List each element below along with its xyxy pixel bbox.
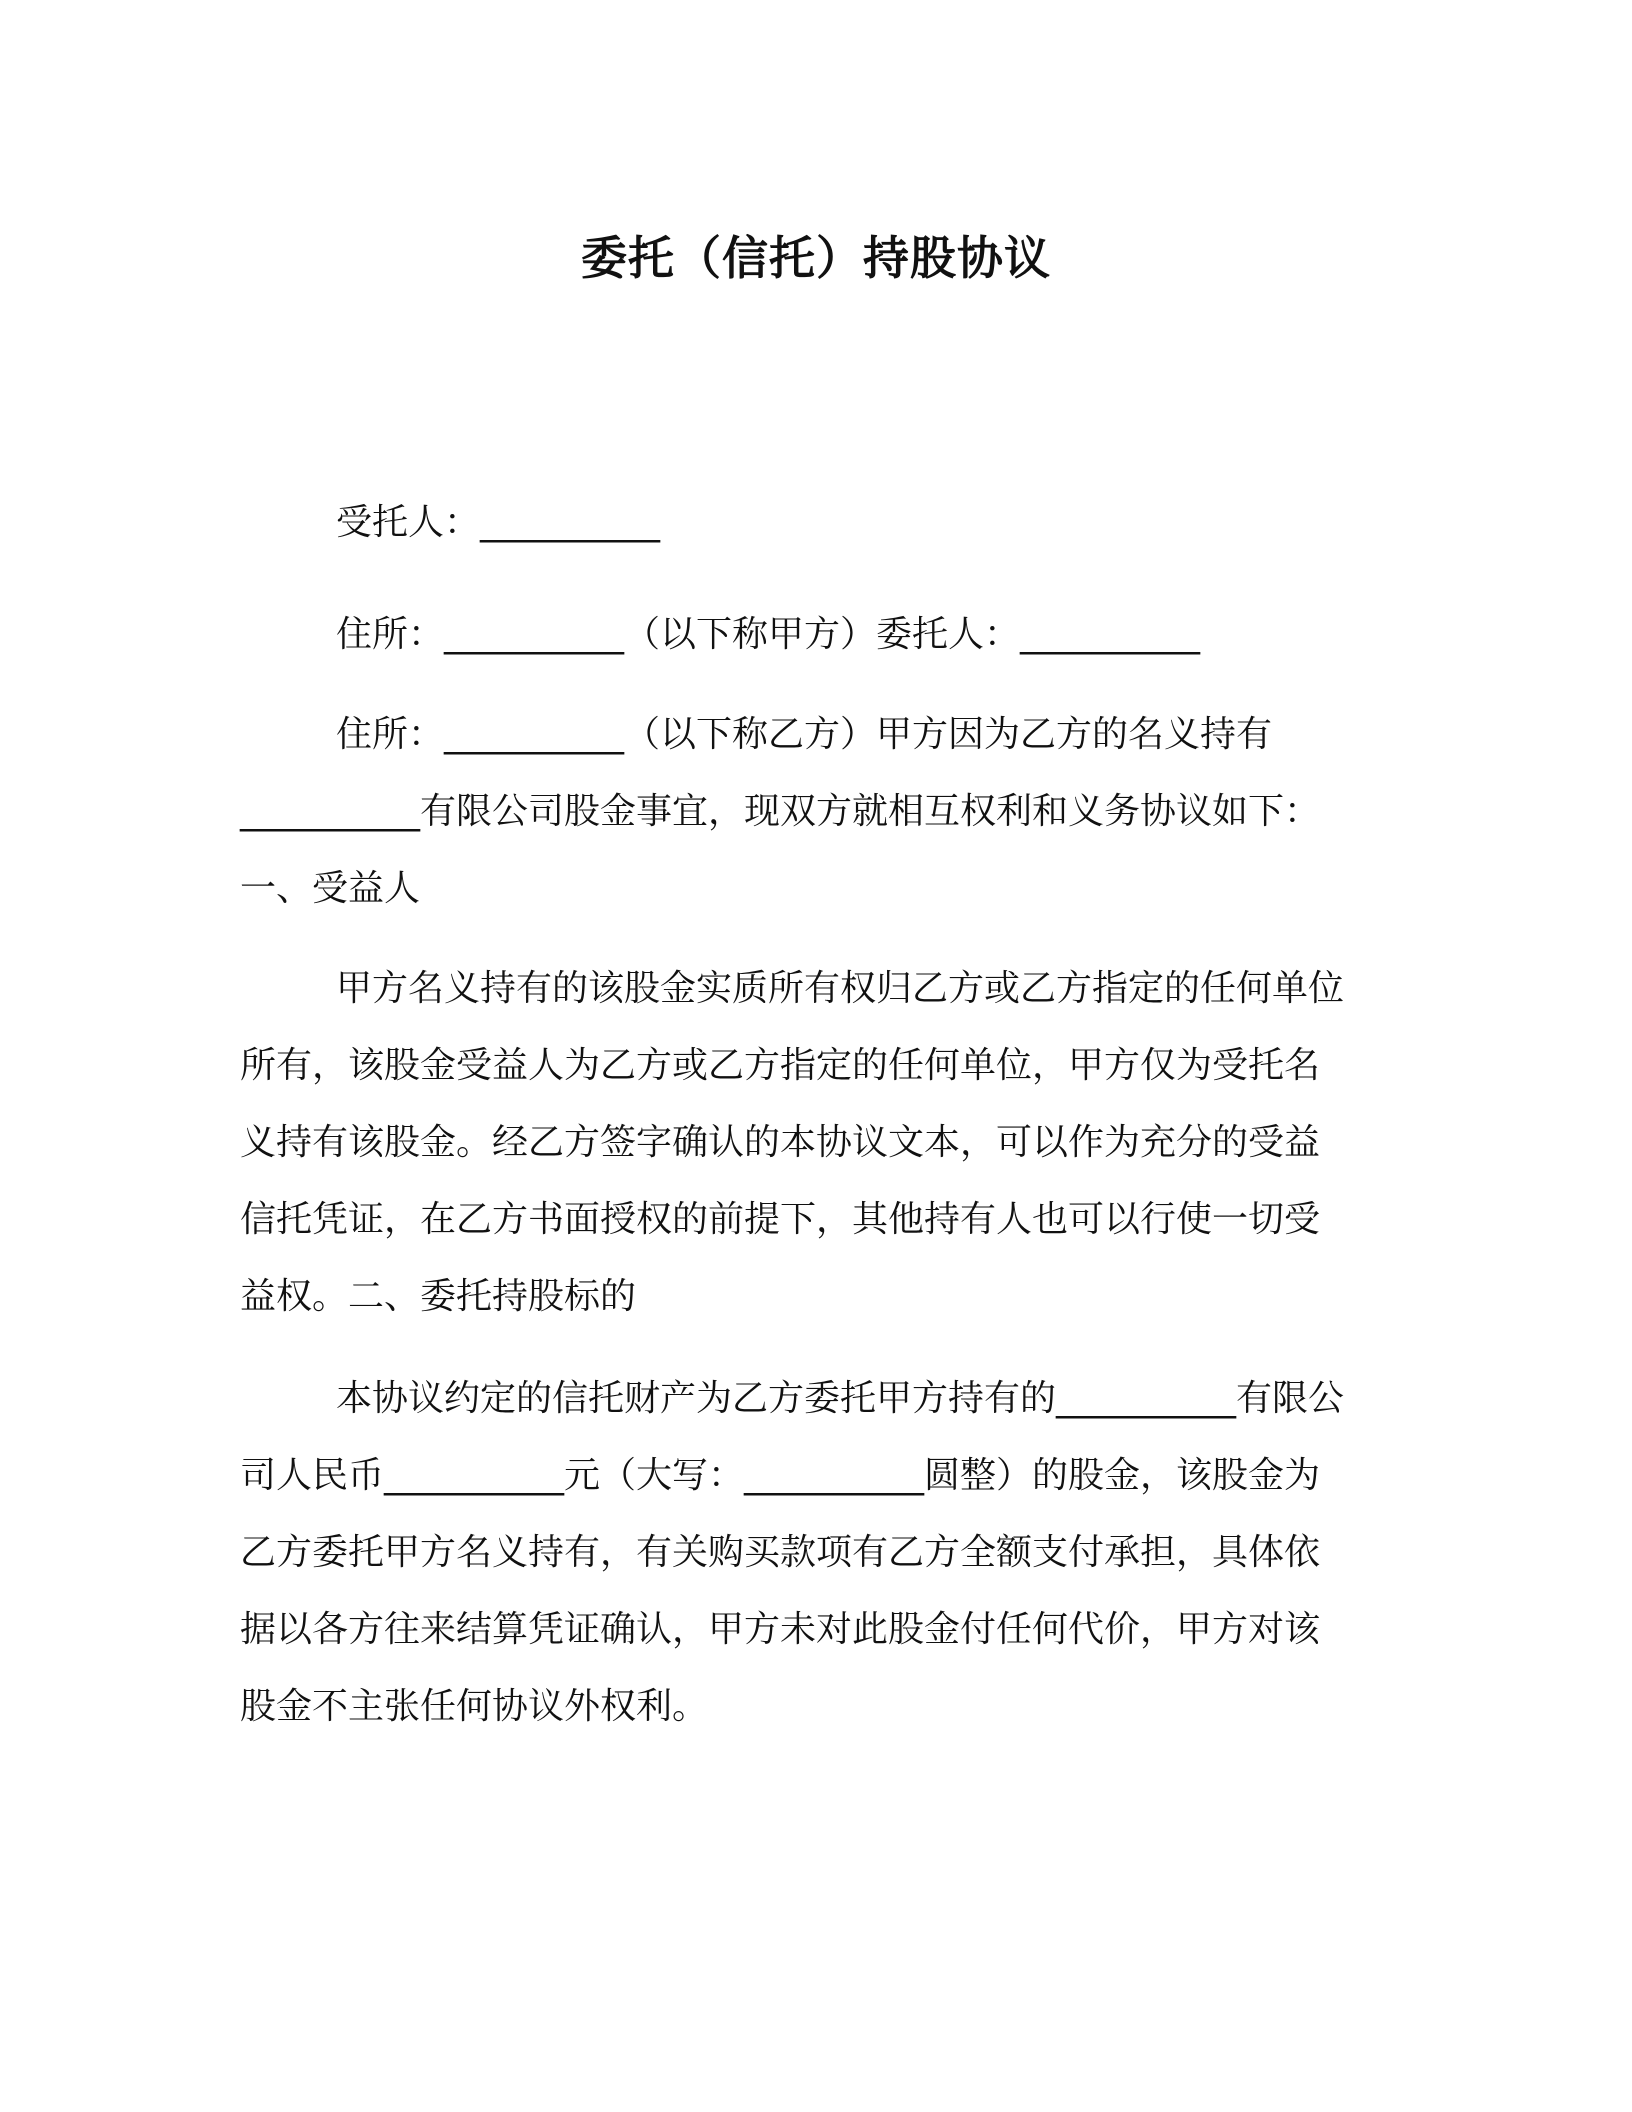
- subject-paragraph: [240, 1360, 1380, 1745]
- paragraph-line: 司人民币__________元（大写：__________圆整）的股金，该股金为: [240, 1455, 1321, 1496]
- paragraph-line: 乙方委托甲方名义持有，有关购买款项有乙方全额支付承担，具体依: [240, 1532, 1321, 1573]
- paragraph-line: 据以各方往来结算凭证确认，甲方未对此股金付任何代价，甲方对该: [240, 1609, 1321, 1650]
- paragraph-line: 所有，该股金受益人为乙方或乙方指定的任何单位，甲方仅为受托名: [240, 1045, 1321, 1086]
- trustee-line: 受托人：__________: [336, 502, 661, 543]
- intro-continuation-line: __________有限公司股金事宜，现双方就相互权利和义务协议如下：: [240, 791, 1321, 832]
- trustee-paragraph: [240, 484, 1380, 561]
- address-a-line: 住所：__________（以下称甲方）委托人：__________: [336, 614, 1201, 655]
- paragraph-line-with-section-heading: 益权。二、委托持股标的: [240, 1276, 637, 1317]
- paragraph-line: 信托凭证，在乙方书面授权的前提下，其他持有人也可以行使一切受: [240, 1199, 1321, 1240]
- paragraph-line: 本协议约定的信托财产为乙方委托甲方持有的__________有限公: [336, 1378, 1345, 1419]
- intro-paragraph: [240, 696, 1380, 927]
- paragraph-line: 甲方名义持有的该股金实质所有权归乙方或乙方指定的任何单位: [336, 968, 1345, 1009]
- section-heading-beneficiary: 一、受益人: [240, 868, 421, 909]
- paragraph-line: 股金不主张任何协议外权利。: [240, 1686, 709, 1727]
- paragraph-line: 义持有该股金。经乙方签字确认的本协议文本，可以作为充分的受益: [240, 1122, 1321, 1163]
- beneficiary-paragraph: [240, 950, 1380, 1335]
- address-a-paragraph: [240, 596, 1380, 673]
- document-title: 委托（信托）持股协议: [581, 231, 1051, 285]
- address-b-line: 住所：__________（以下称乙方）甲方因为乙方的名义持有: [336, 714, 1273, 755]
